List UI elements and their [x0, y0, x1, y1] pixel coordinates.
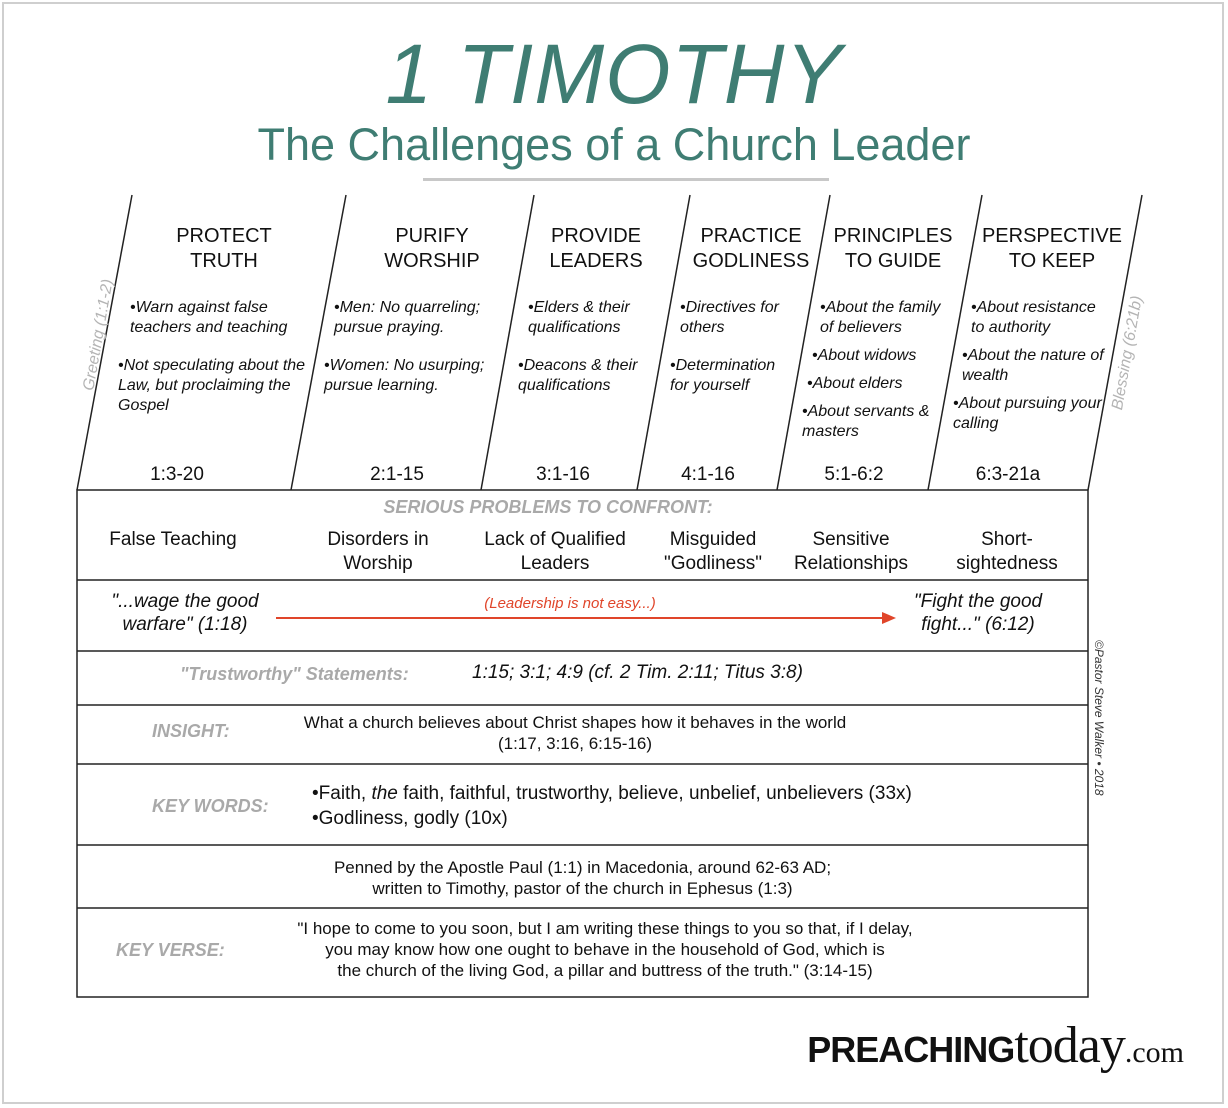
quote-left: "...wage the good warfare" (1:18)	[111, 591, 259, 635]
page-title: 1 TIMOTHY	[385, 27, 843, 121]
section-bullets	[670, 298, 788, 414]
bullet-item: •About elders	[807, 375, 903, 392]
section-reference: 5:1-6:2	[824, 464, 884, 485]
section-heading: PROTECT TRUTH	[176, 225, 272, 272]
section-reference: 2:1-15	[370, 464, 424, 485]
problem-item: Lack of Qualified Leaders	[484, 529, 626, 574]
bullet-item: •Elders & their qualifications	[528, 299, 630, 336]
bullet-item: •About resistance to authority	[971, 299, 1096, 336]
bullet-item: •About widows	[812, 347, 917, 364]
insight-label: INSIGHT:	[152, 721, 230, 741]
bullet-item: •About the nature of wealth	[962, 347, 1104, 384]
trustworthy-label: "Trustworthy" Statements:	[180, 664, 409, 684]
section-bullets	[518, 298, 658, 414]
section-bullets	[324, 298, 504, 414]
bullet-item: •Men: No quarreling; pursue praying.	[334, 299, 481, 336]
blessing-side-label: Blessing (6:21b)	[1109, 294, 1146, 412]
bullet-item: •Deacons & their qualifications	[518, 357, 638, 394]
bullet-item: •Warn against false teachers and teaching	[130, 299, 288, 336]
section-reference: 1:3-20	[150, 464, 204, 485]
bullet-item: •Directives for others	[680, 299, 779, 336]
problem-item: False Teaching	[109, 529, 237, 550]
bullet-item: •About pursuing your calling	[953, 395, 1102, 432]
bullet-item: •Women: No usurping; pursue learning.	[324, 357, 485, 394]
section-bullets	[953, 298, 1113, 452]
problem-item: Disorders in Worship	[327, 529, 429, 574]
author-text: Penned by the Apostle Paul (1:1) in Macedonia, around 62-63 AD; written to Timothy, pastor of the church in Ephesus (1:3)	[333, 858, 832, 898]
keyverse-label: KEY VERSE:	[116, 940, 225, 960]
section-reference: 6:3-21a	[975, 464, 1041, 485]
section-heading: PRACTICE GODLINESS	[692, 225, 810, 272]
problem-item: Misguided "Godliness"	[664, 529, 762, 574]
quote-right: "Fight the good fight..." (6:12)	[913, 591, 1043, 635]
page-subtitle: The Challenges of a Church Leader	[257, 119, 971, 170]
section-reference: 3:1-16	[536, 464, 590, 485]
keyverse-text: "I hope to come to you soon, but I am writing these things to you so that, if I delay, you may know how one ought to behave in the household of God, which is the church of the living God, a pillar and buttress of the truth." (3:14-15)	[297, 919, 913, 980]
section-bullets	[802, 298, 954, 460]
section-heading: PRINCIPLES TO GUIDE	[833, 225, 953, 272]
trustworthy-refs: 1:15; 3:1; 4:9 (cf. 2 Tim. 2:11; Titus 3:8)	[472, 662, 803, 683]
keywords-label: KEY WORDS:	[152, 796, 269, 816]
bullet-item: •About servants & masters	[802, 403, 930, 440]
insight-text: What a church believes about Christ shapes how it behaves in the world (1:17, 3:16, 6:15-16)	[303, 713, 847, 753]
problem-item: Short- sightedness	[956, 529, 1058, 574]
section-bullets	[118, 298, 308, 434]
section-heading: PURIFY WORSHIP	[384, 225, 480, 272]
bullet-item: •About the family of believers	[820, 299, 941, 336]
bullet-item: •Not speculating about the Law, but proclaiming the Gospel	[118, 357, 306, 414]
copyright-text: ©Pastor Steve Walker • 2018	[1092, 640, 1106, 796]
bullet-item: •Determination for yourself	[670, 357, 776, 394]
section-heading: PERSPECTIVE TO KEEP	[981, 225, 1123, 272]
problem-item: Sensitive Relationships	[793, 529, 909, 574]
preachingtoday-logo: PREACHINGtoday.com	[807, 1017, 1184, 1074]
keywords-text: •Faith, the faith, faithful, trustworthy, believe, unbelief, unbelievers (33x) •Godliness, godly (10x)	[312, 783, 912, 829]
greeting-side-label: Greeting (1:1-2)	[80, 277, 117, 393]
section-heading: PROVIDE LEADERS	[549, 225, 643, 272]
arrow-note: (Leadership is not easy...)	[484, 595, 656, 612]
section-reference: 4:1-16	[681, 464, 735, 485]
problems-heading: SERIOUS PROBLEMS TO CONFRONT:	[383, 497, 713, 517]
